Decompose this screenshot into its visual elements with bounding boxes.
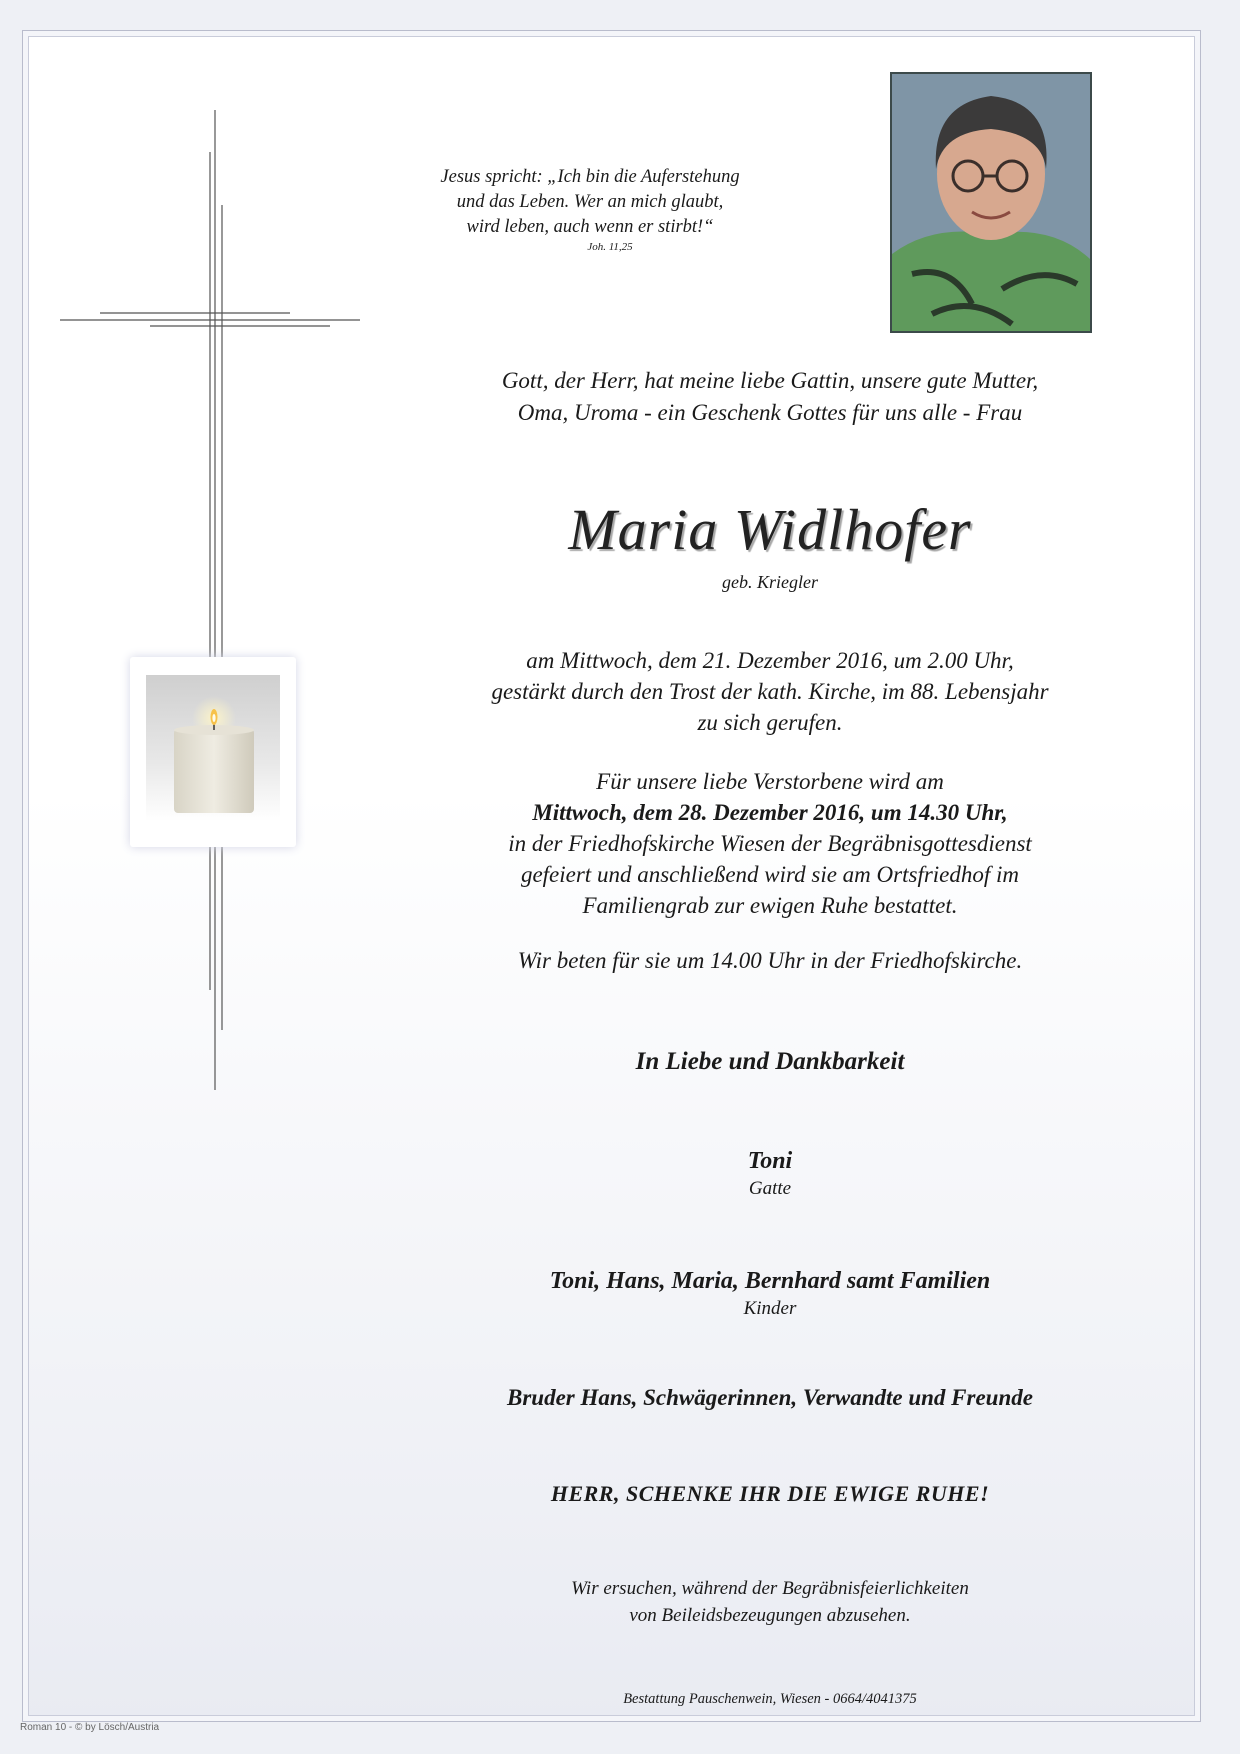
condolence-request — [420, 1575, 1120, 1629]
bible-quote-line-3: wird leben, auch wenn er stirbt!“ — [466, 217, 714, 237]
closing-blessing-text: HERR, SCHENKE IHR DIE EWIGE RUHE! — [550, 1481, 990, 1506]
candle-card — [130, 657, 296, 847]
relative-role: Gatte — [748, 1178, 792, 1199]
relative-group-1 — [420, 1146, 1120, 1202]
intro-text — [420, 365, 1120, 429]
maiden-name: geb. Kriegler — [722, 572, 818, 592]
bible-quote-line-1: Jesus spricht: „Ich bin die Auferstehung — [440, 167, 740, 187]
death-notice-line-3: zu sich gerufen. — [697, 710, 843, 735]
template-credit: Roman 10 - © by Lösch/Austria — [20, 1722, 160, 1733]
closing-blessing — [420, 1481, 1120, 1507]
prayer-notice: Wir beten für sie um 14.00 Uhr in der Friedhofskirche. — [517, 948, 1023, 973]
intro-line-2: Oma, Uroma - ein Geschenk Gottes für uns alle - Frau — [517, 400, 1023, 425]
deceased-name: Maria Widlhofer — [568, 497, 972, 562]
intro-line-1: Gott, der Herr, hat meine liebe Gattin, unsere gute Mutter, — [501, 368, 1039, 393]
relative-name: Toni, Hans, Maria, Bernhard samt Familien — [549, 1268, 991, 1294]
bible-quote-line-2: und das Leben. Wer an mich glaubt, — [456, 192, 724, 212]
candle-icon — [146, 675, 280, 821]
funeral-line-3: in der Friedhofskirche Wiesen der Begräbnisgottesdienst — [508, 831, 1032, 856]
funeral-line-1: Für unsere liebe Verstorbene wird am — [596, 769, 944, 794]
relative-group-3: Bruder Hans, Schwägerinnen, Verwandte und Freunde — [507, 1385, 1033, 1410]
relative-group-2 — [420, 1266, 1120, 1322]
death-notice-line-1: am Mittwoch, dem 21. Dezember 2016, um 2.00 Uhr, — [526, 648, 1014, 673]
thanks-heading: In Liebe und Dankbarkeit — [635, 1048, 905, 1075]
condolence-request-line-2: von Beileidsbezeugungen abzusehen. — [629, 1605, 911, 1626]
cross-icon — [60, 110, 370, 1100]
condolence-request-line-1: Wir ersuchen, während der Begräbnisfeierlichkeiten — [571, 1578, 969, 1599]
bible-quote-source: Joh. 11,25 — [587, 241, 633, 253]
funeral-date: Mittwoch, dem 28. Dezember 2016, um 14.30 Uhr, — [532, 800, 1008, 825]
funeral-details — [420, 766, 1120, 921]
death-notice — [420, 645, 1120, 738]
bible-quote — [400, 165, 780, 254]
funeral-line-5: Familiengrab zur ewigen Ruhe bestattet. — [582, 893, 958, 918]
relative-name: Toni — [747, 1148, 793, 1174]
undertaker-info: Bestattung Pauschenwein, Wiesen - 0664/4041375 — [623, 1691, 917, 1707]
relative-role: Kinder — [743, 1298, 797, 1319]
funeral-line-4: gefeiert und anschließend wird sie am Ortsfriedhof im — [520, 862, 1020, 887]
portrait-photo — [890, 72, 1092, 333]
death-notice-line-2: gestärkt durch den Trost der kath. Kirche, im 88. Lebensjahr — [491, 679, 1049, 704]
